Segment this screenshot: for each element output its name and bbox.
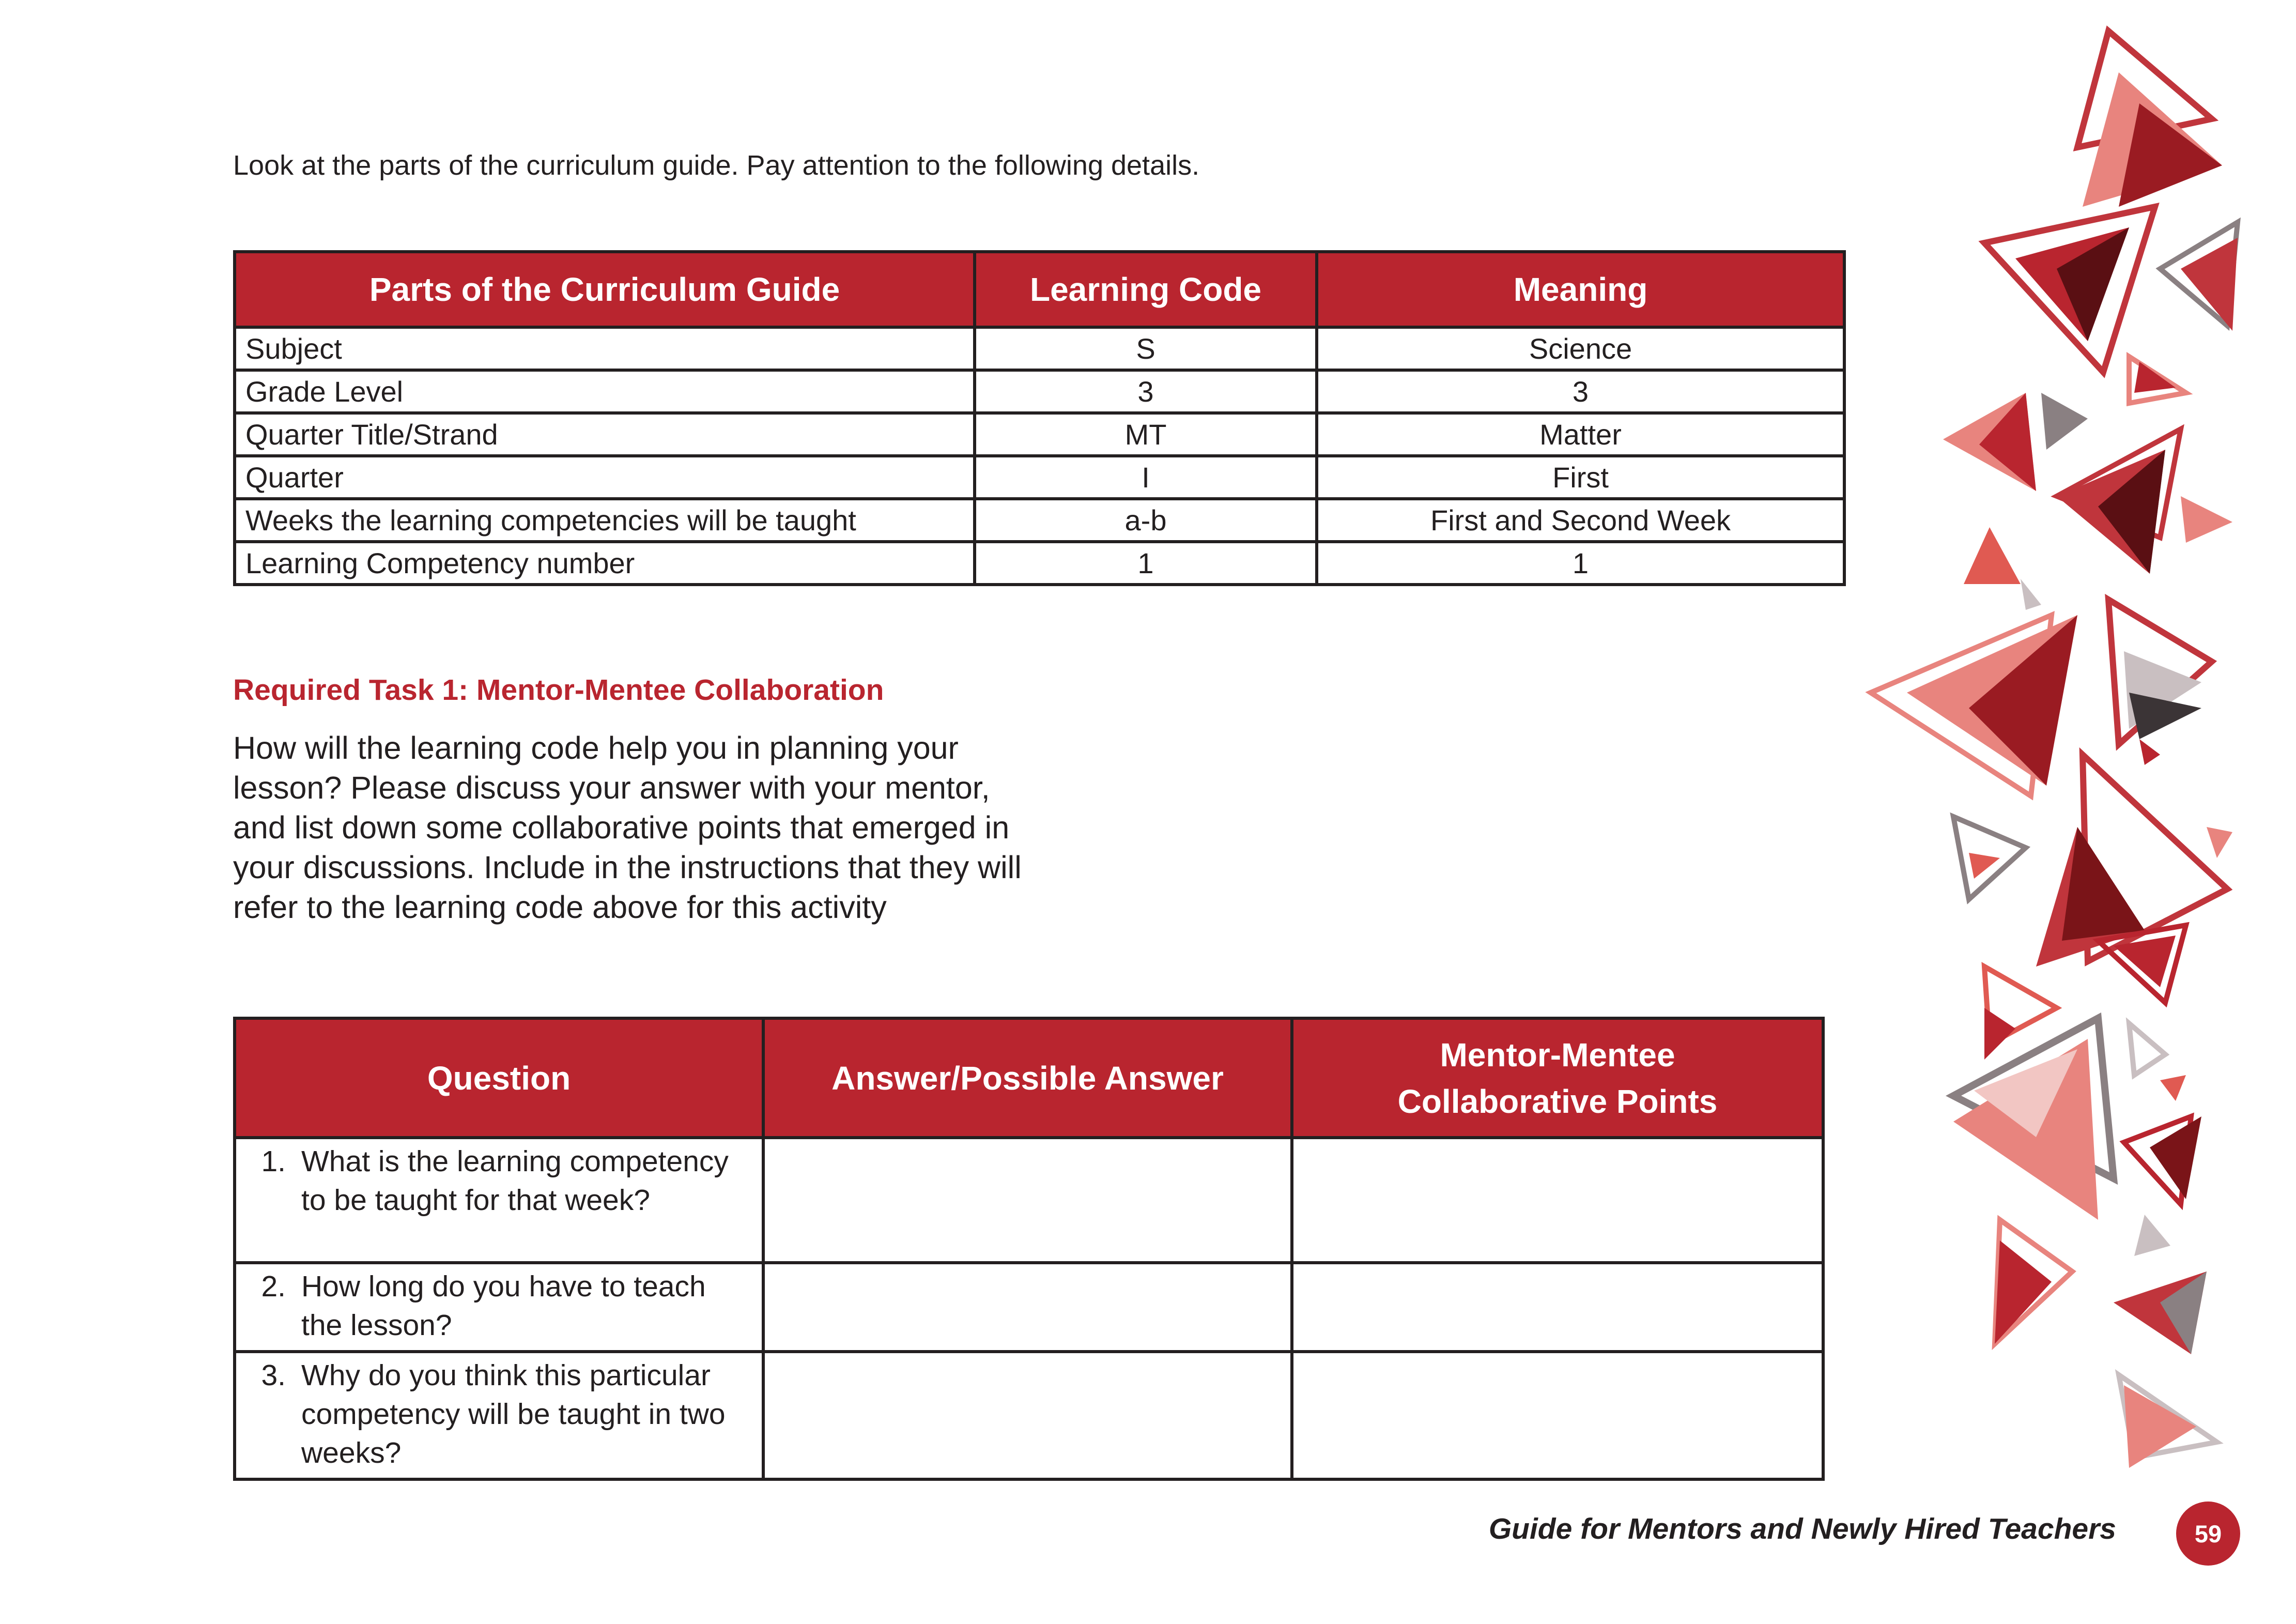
part-cell: Subject [235,327,975,370]
question-cell [235,1263,763,1352]
answer-cell[interactable] [763,1352,1292,1479]
column-header: Learning Code [975,252,1317,327]
part-cell: Weeks the learning competencies will be taught [235,499,975,542]
table-header-row [235,1018,1823,1138]
meaning-cell: Matter [1317,413,1844,456]
question-number: 1. [261,1145,286,1178]
code-cell: MT [975,413,1317,456]
question-cell [235,1138,763,1263]
table-row [235,370,1844,413]
question-number: 2. [261,1270,286,1303]
table-row [235,1138,1823,1263]
column-header-answer: Answer/Possible Answer [763,1018,1292,1138]
collaborative-points-cell[interactable] [1292,1263,1823,1352]
triangle-shapes [1871,31,2238,1468]
part-cell: Grade Level [235,370,975,413]
question-number: 3. [261,1359,286,1392]
column-header-collaborative-points [1292,1018,1823,1138]
code-cell: 1 [975,542,1317,585]
meaning-cell: 3 [1317,370,1844,413]
code-cell: a-b [975,499,1317,542]
table-row [235,413,1844,456]
table-row [235,1352,1823,1479]
meaning-cell: Science [1317,327,1844,370]
table-row [235,1263,1823,1352]
collaborative-points-cell[interactable] [1292,1138,1823,1263]
header-line: Mentor-Mentee [1440,1036,1675,1074]
column-header: Meaning [1317,252,1844,327]
intro-text: Look at the parts of the curriculum guide. Pay attention to the following details. [233,150,1200,181]
meaning-cell: First and Second Week [1317,499,1844,542]
part-cell: Quarter [235,456,975,499]
collaborative-points-cell[interactable] [1292,1352,1823,1479]
collaboration-table [233,1017,1825,1481]
table-header-row [235,252,1844,327]
meaning-cell: 1 [1317,542,1844,585]
answer-cell[interactable] [763,1138,1292,1263]
question-text: Why do you think this particular competency will be taught in two weeks? [301,1359,726,1469]
table-row [235,499,1844,542]
code-cell: 3 [975,370,1317,413]
header-line: Collaborative Points [1397,1082,1718,1120]
code-cell: I [975,456,1317,499]
question-text: How long do you have to teach the lesson? [301,1270,706,1342]
curriculum-guide-table [233,250,1846,586]
table-row [235,327,1844,370]
part-cell: Learning Competency number [235,542,975,585]
task-instructions: How will the learning code help you in planning your lesson? Please discuss your answer with your mentor, and list down some collaborative points that emerged in your discussions. Include in the instructions that they will refer to the learning code above for this activity [233,730,1022,925]
page-number-badge: 59 [2176,1502,2240,1566]
code-cell: S [975,327,1317,370]
meaning-cell: First [1317,456,1844,499]
column-header: Parts of the Curriculum Guide [235,252,975,327]
answer-cell[interactable] [763,1263,1292,1352]
footer-title: Guide for Mentors and Newly Hired Teachers [1488,1512,2116,1545]
table-row [235,456,1844,499]
triangle-decoration [1829,0,2294,1499]
part-cell: Quarter Title/Strand [235,413,975,456]
column-header-question: Question [235,1018,763,1138]
question-text: What is the learning competency to be taught for that week? [301,1145,729,1217]
question-cell [235,1352,763,1479]
task-heading: Required Task 1: Mentor-Mentee Collaboration [233,673,884,707]
table-row [235,542,1844,585]
